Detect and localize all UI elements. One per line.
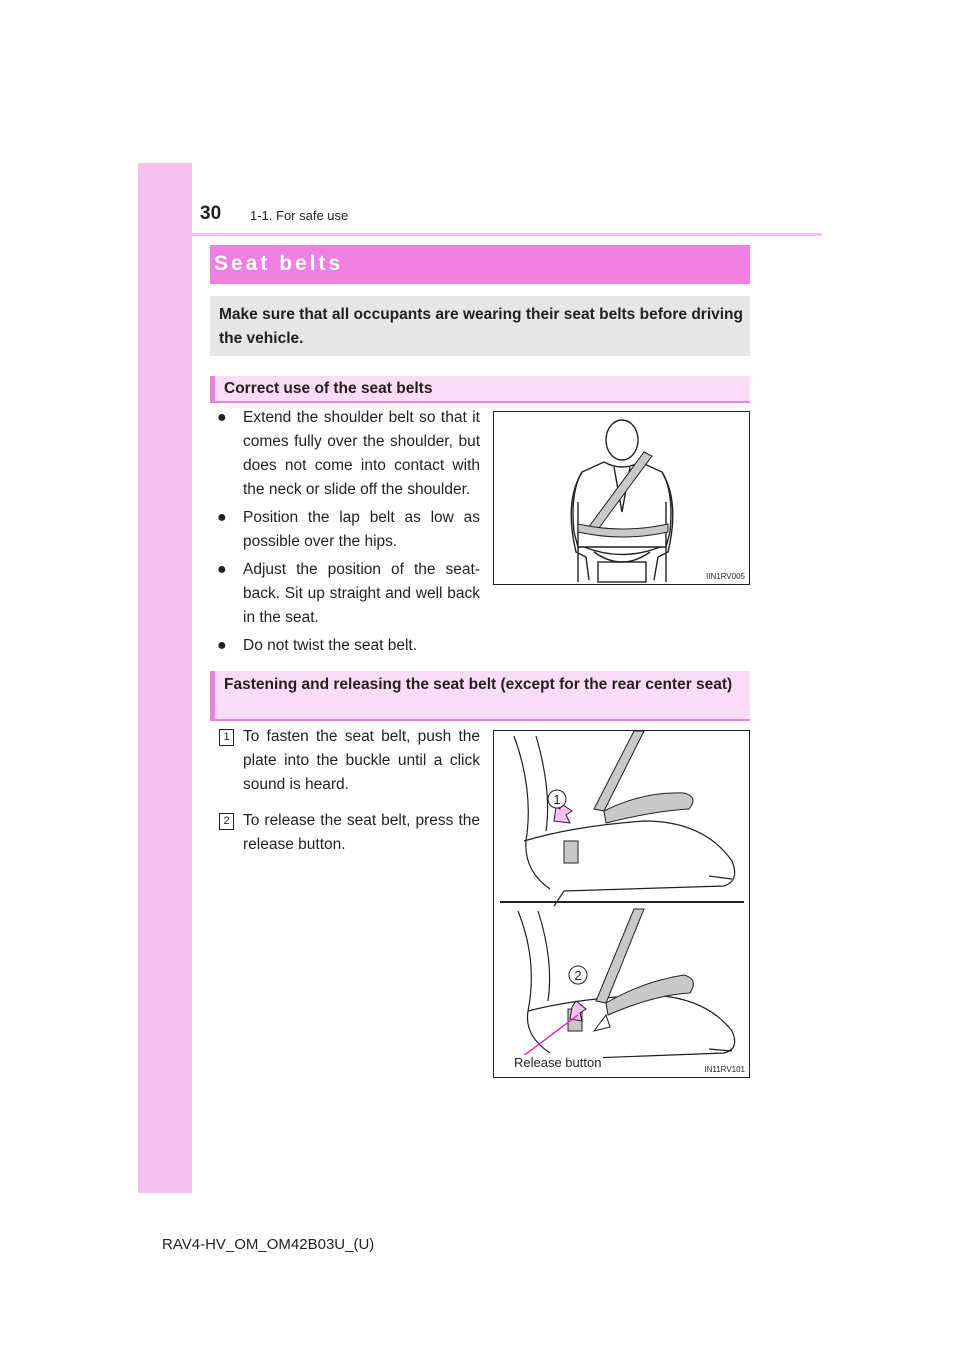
step-text: To fasten the seat belt, push the plate into the buckle until a click sound is heard. [243, 728, 480, 793]
callout-1: 1 [553, 792, 561, 807]
fastening-steps [216, 725, 480, 869]
bullet-icon: ● [217, 561, 227, 578]
buckle-drawing [494, 731, 749, 1077]
correct-use-list [216, 406, 480, 662]
page-title: Seat belts [214, 252, 344, 275]
figure-code: IIN1RV005 [706, 572, 745, 581]
page-number: 30 [200, 203, 222, 224]
fastening-heading: Fastening and releasing the seat belt (except for the rear center seat) [224, 676, 733, 693]
correct-use-heading-bar [210, 376, 750, 403]
correct-use-heading: Correct use of the seat belts [224, 380, 433, 397]
step-item [216, 809, 480, 857]
callout-2: 2 [574, 968, 582, 983]
seated-occupant-illustration [493, 411, 750, 585]
list-item-text: Adjust the position of the seat-back. Sit up straight and well back in the seat. [243, 561, 480, 626]
title-bar [210, 245, 750, 284]
occupant-drawing [494, 412, 749, 584]
list-item [216, 506, 480, 554]
list-item [216, 406, 480, 502]
section-label: 1-1. For safe use [250, 208, 349, 223]
figure-code: IN11RV101 [704, 1065, 745, 1074]
list-item [216, 558, 480, 630]
bullet-icon: ● [217, 509, 227, 526]
bullet-icon: ● [217, 409, 227, 426]
intro-text: Make sure that all occupants are wearing their seat belts before driving the vehicle. [219, 306, 743, 347]
list-item-text: Extend the shoulder belt so that it comes fully over the shoulder, but does not come into contact with the neck or slide off the shoulder. [243, 409, 480, 498]
header-rule [138, 233, 822, 236]
release-button-leader [522, 1015, 578, 1057]
step-text: To release the seat belt, press the release button. [243, 812, 480, 853]
list-item [216, 634, 480, 658]
list-item-text: Do not twist the seat belt. [243, 637, 418, 654]
intro-box [210, 296, 750, 356]
release-button-label: Release button [514, 1055, 602, 1070]
buckle-illustration [493, 730, 750, 1078]
fastening-heading-bar [210, 671, 750, 721]
footer-doc-id: RAV4-HV_OM_OM42B03U_(U) [162, 1236, 375, 1253]
list-item-text: Position the lap belt as low as possible over the hips. [243, 509, 480, 550]
chapter-side-tab [138, 163, 192, 1193]
step-number-icon: 1 [219, 729, 234, 746]
step-item [216, 725, 480, 797]
bullet-icon: ● [217, 637, 227, 654]
step-number-icon: 2 [219, 813, 234, 830]
